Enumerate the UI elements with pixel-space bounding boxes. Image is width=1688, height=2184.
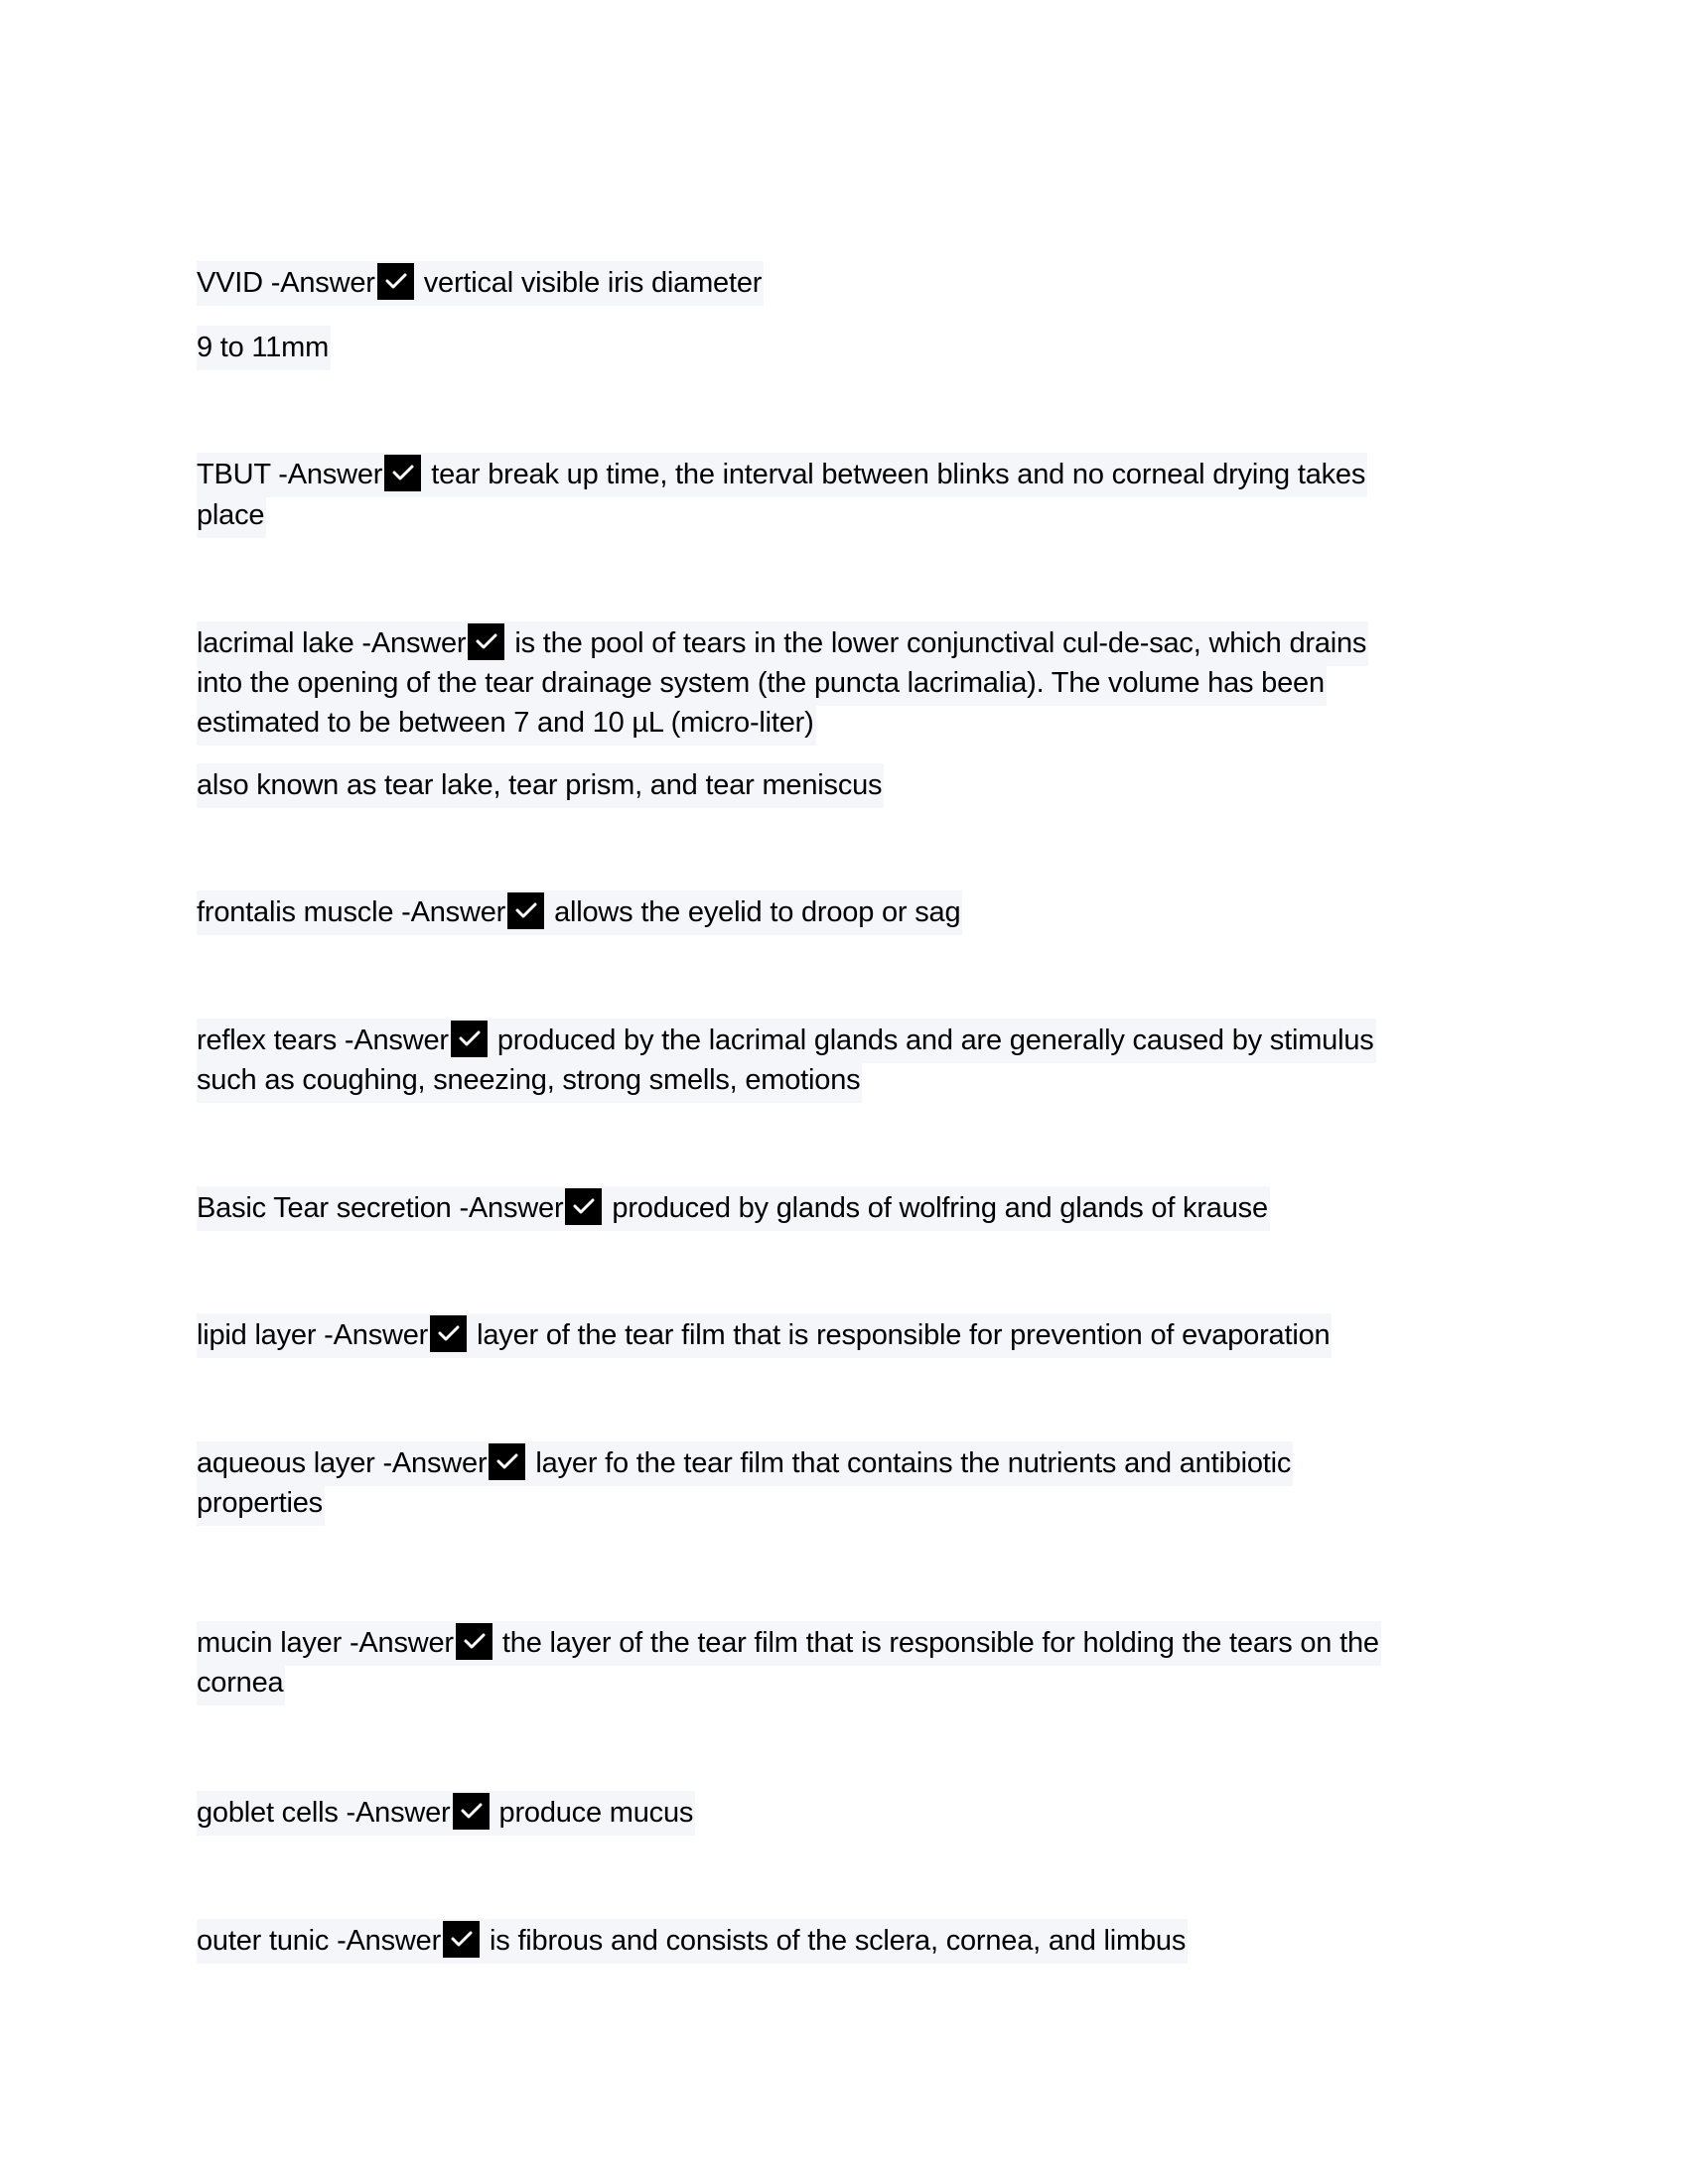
term: goblet cells: [197, 1797, 339, 1829]
definition-continuation: estimated to be between 7 and 10 µL (micro-liter): [197, 701, 816, 746]
definition: the layer of the tear film that is responsible for holding the tears on the: [501, 1627, 1379, 1659]
answer-marker: -Answer: [401, 896, 506, 928]
term: VVID: [197, 267, 263, 299]
term: lipid layer: [197, 1319, 317, 1351]
check-box-icon: [468, 623, 504, 660]
definition-continuation: cornea: [197, 1661, 285, 1706]
definition: is the pool of tears in the lower conjunctival cul-de-sac, which drains: [514, 627, 1367, 659]
definition: produce mucus: [498, 1797, 694, 1829]
check-box-icon: [456, 1623, 492, 1660]
check-box-icon: [507, 892, 544, 929]
term: mucin layer: [197, 1627, 343, 1659]
answer-marker: -Answer: [337, 1925, 442, 1957]
definition: layer fo the tear film that contains the nutrients and antibiotic: [535, 1447, 1292, 1479]
check-box-icon: [384, 455, 421, 491]
definition-continuation: properties: [197, 1481, 325, 1526]
definition-extra: also known as tear lake, tear prism, and tear meniscus: [197, 763, 884, 808]
term: reflex tears: [197, 1024, 338, 1056]
definition: produced by the lacrimal glands and are generally caused by stimulus: [496, 1024, 1374, 1056]
check-box-icon: [430, 1315, 467, 1352]
definition: allows the eyelid to droop or sag: [554, 896, 961, 928]
answer-marker: -Answer: [361, 627, 467, 659]
definition: produced by glands of wolfring and glands of krause: [612, 1192, 1268, 1224]
definition: is fibrous and consists of the sclera, cornea, and limbus: [490, 1925, 1187, 1957]
answer-marker: -Answer: [344, 1024, 449, 1056]
flashcard-entry-frontalis-muscle: [197, 890, 962, 935]
flashcard-entry-lipid-layer: [197, 1313, 1332, 1358]
definition-continuation: place: [197, 493, 266, 538]
flashcard-entry-mucin-layer: [197, 1621, 1381, 1666]
check-box-icon: [451, 1021, 488, 1057]
flashcard-entry-lacrimal-lake: [197, 621, 1368, 666]
term: aqueous layer: [197, 1447, 375, 1479]
answer-marker: -Answer: [349, 1627, 454, 1659]
check-box-icon: [377, 263, 414, 300]
term: TBUT: [197, 459, 271, 490]
definition-extra: 9 to 11mm: [197, 326, 331, 370]
flashcard-entry-goblet-cells: [197, 1791, 695, 1836]
answer-marker: -Answer: [270, 267, 375, 299]
answer-marker: -Answer: [382, 1447, 488, 1479]
definition-continuation: into the opening of the tear drainage system (the puncta lacrimalia). The volume has been: [197, 661, 1327, 706]
flashcard-entry-outer-tunic: [197, 1919, 1188, 1964]
term: outer tunic: [197, 1925, 330, 1957]
definition-continuation: such as coughing, sneezing, strong smells, emotions: [197, 1058, 862, 1103]
definition: layer of the tear film that is responsible for prevention of evaporation: [477, 1319, 1331, 1351]
answer-marker: -Answer: [346, 1797, 451, 1829]
answer-marker: -Answer: [459, 1192, 564, 1224]
check-box-icon: [565, 1188, 602, 1225]
flashcard-entry-reflex-tears: [197, 1019, 1376, 1063]
check-box-icon: [453, 1793, 490, 1830]
term: frontalis muscle: [197, 896, 394, 928]
definition: tear break up time, the interval between blinks and no corneal drying takes: [431, 459, 1366, 490]
answer-marker: -Answer: [278, 459, 383, 490]
definition: vertical visible iris diameter: [423, 267, 763, 299]
answer-marker: -Answer: [324, 1319, 429, 1351]
check-box-icon: [443, 1921, 480, 1958]
check-box-icon: [489, 1443, 525, 1480]
term: Basic Tear secretion: [197, 1192, 452, 1224]
term: lacrimal lake: [197, 627, 354, 659]
flashcard-entry-aqueous-layer: [197, 1441, 1293, 1486]
flashcard-entry-tbut: [197, 453, 1367, 497]
flashcard-entry-vvid: [197, 261, 764, 306]
flashcard-entry-basic-tear-secretion: [197, 1186, 1270, 1231]
